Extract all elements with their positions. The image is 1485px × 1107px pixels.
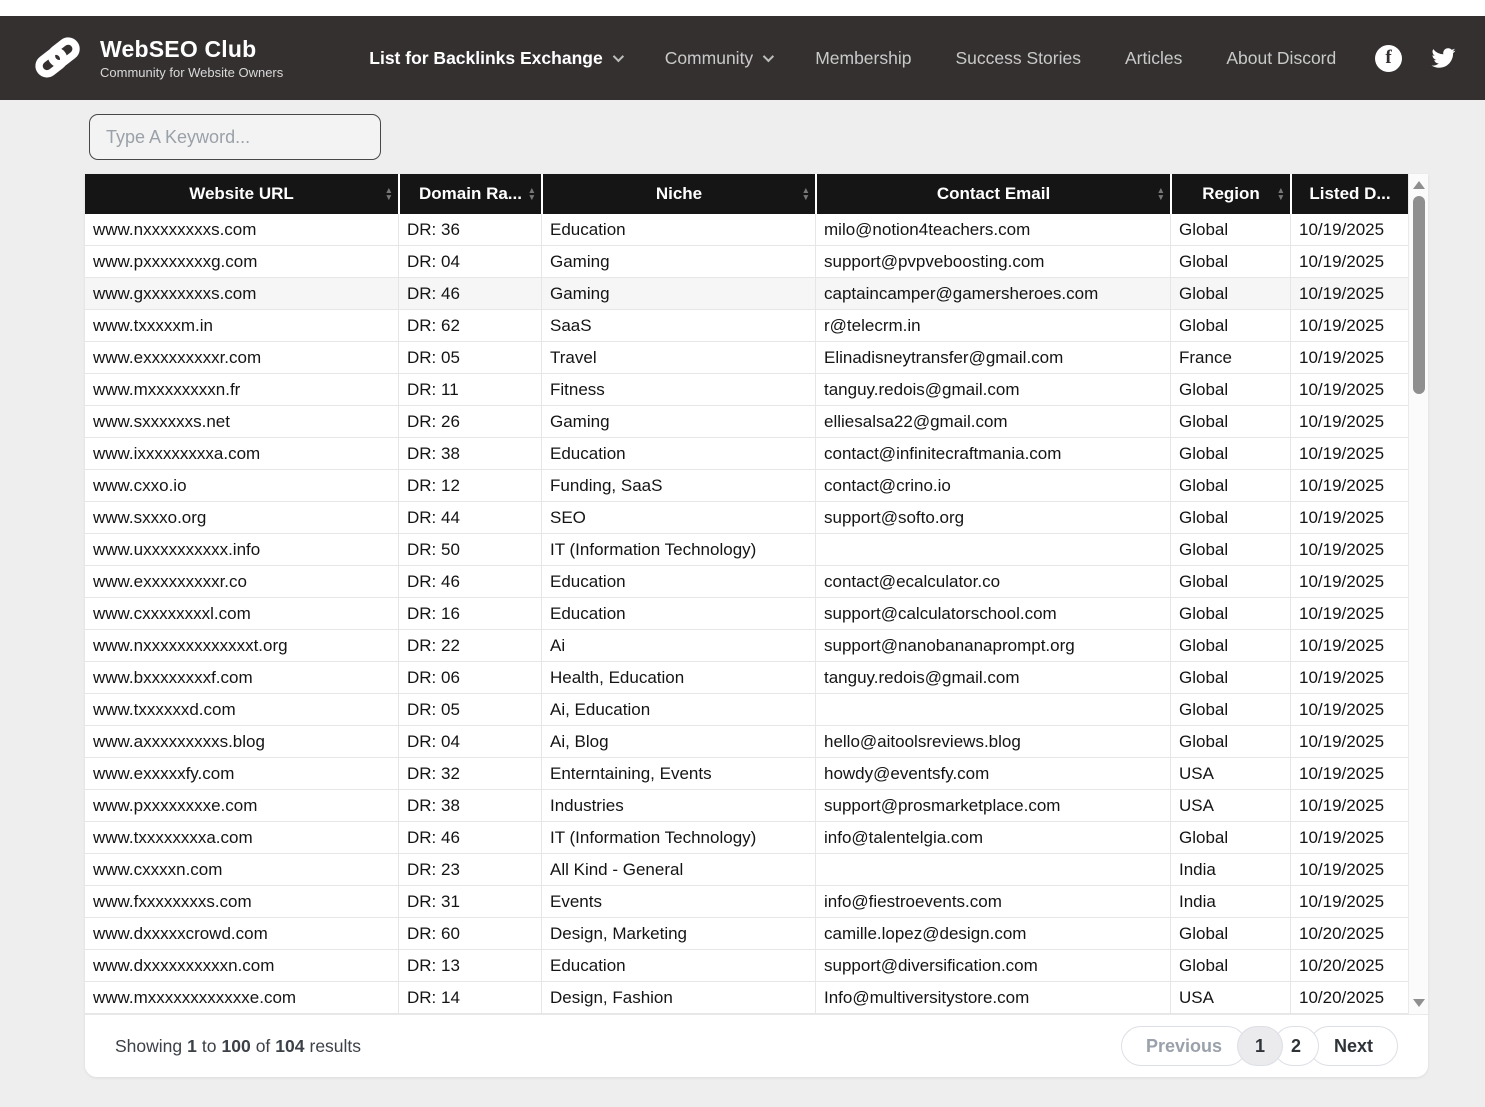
table-row[interactable]: [85, 374, 1408, 406]
cell-region: Global: [1170, 470, 1290, 501]
sort-icon[interactable]: [1277, 187, 1285, 201]
cell-listed-date: 10/20/2025: [1290, 982, 1408, 1013]
cell-website-url: www.ixxxxxxxxxa.com: [93, 443, 261, 463]
cell-contact-email: contact@ecalculator.co: [815, 566, 1170, 597]
cell-website-url: www.uxxxxxxxxxx.info: [93, 539, 261, 559]
cell-contact-email: contact@infinitecraftmania.com: [815, 438, 1170, 469]
cell-niche: SaaS: [541, 310, 815, 341]
table-row[interactable]: [85, 342, 1408, 374]
brand-text: [100, 36, 283, 80]
cell-niche: Education: [541, 566, 815, 597]
cell-website-url: www.fxxxxxxxxs.com: [93, 891, 252, 911]
brand-subtitle: Community for Website Owners: [100, 65, 284, 80]
cell-region: Global: [1170, 534, 1290, 565]
column-header-niche[interactable]: [541, 174, 815, 214]
nav-item-label: List for Backlinks Exchange: [369, 47, 603, 68]
cell-domain-rating: DR: 31: [398, 886, 541, 917]
summary-text: of: [255, 1035, 271, 1056]
table-row[interactable]: [85, 726, 1408, 758]
table-main: [85, 174, 1408, 1014]
cell-contact-email: [815, 534, 1170, 565]
cell-region: Global: [1170, 438, 1290, 469]
cell-website-url: www.axxxxxxxxxs.blog: [93, 731, 265, 751]
table-row[interactable]: [85, 214, 1408, 246]
cell-region: Global: [1170, 310, 1290, 341]
cell-niche: Industries: [541, 790, 815, 821]
cell-listed-date: 10/19/2025: [1290, 278, 1408, 309]
cell-niche: SEO: [541, 502, 815, 533]
cell-domain-rating: DR: 12: [398, 470, 541, 501]
cell-contact-email: camille.lopez@design.com: [815, 918, 1170, 949]
table-row[interactable]: [85, 278, 1408, 310]
table-row[interactable]: [85, 470, 1408, 502]
page-1-button[interactable]: 1: [1237, 1026, 1283, 1066]
sort-icon[interactable]: [385, 187, 393, 201]
nav-item-label: Membership: [815, 47, 912, 68]
cell-website-url: www.gxxxxxxxxs.com: [93, 283, 257, 303]
cell-region: Global: [1170, 694, 1290, 725]
table-row[interactable]: [85, 438, 1408, 470]
cell-domain-rating: DR: 50: [398, 534, 541, 565]
table-row[interactable]: [85, 406, 1408, 438]
sort-icon[interactable]: [802, 187, 810, 201]
cell-niche: Gaming: [541, 246, 815, 277]
cell-domain-rating: DR: 38: [398, 438, 541, 469]
sort-icon[interactable]: [528, 187, 536, 201]
cell-listed-date: 10/19/2025: [1290, 790, 1408, 821]
cell-listed-date: 10/19/2025: [1290, 246, 1408, 277]
cell-website-url: www.mxxxxxxxxxxxxe.com: [93, 987, 297, 1007]
cell-contact-email: howdy@eventsfy.com: [815, 758, 1170, 789]
summary-text: Showing: [115, 1035, 183, 1056]
cell-region: Global: [1170, 566, 1290, 597]
cell-domain-rating: DR: 62: [398, 310, 541, 341]
cell-domain-rating: DR: 05: [398, 342, 541, 373]
cell-website-url: www.nxxxxxxxxs.com: [93, 219, 257, 239]
pagination: [1121, 1026, 1398, 1066]
cell-niche: Gaming: [541, 278, 815, 309]
cell-domain-rating: DR: 22: [398, 630, 541, 661]
cell-listed-date: 10/19/2025: [1290, 470, 1408, 501]
cell-niche: Design, Fashion: [541, 982, 815, 1013]
cell-domain-rating: DR: 14: [398, 982, 541, 1013]
cell-domain-rating: DR: 36: [398, 214, 541, 245]
cell-niche: Education: [541, 598, 815, 629]
cell-contact-email: [815, 854, 1170, 885]
cell-region: USA: [1170, 790, 1290, 821]
cell-contact-email: support@softo.org: [815, 502, 1170, 533]
scrollbar-thumb[interactable]: [1413, 196, 1425, 394]
cell-region: Global: [1170, 406, 1290, 437]
table-footer: [85, 1014, 1428, 1077]
column-header-domain-rating[interactable]: [398, 174, 541, 214]
twitter-icon[interactable]: [1430, 46, 1457, 70]
table-row[interactable]: [85, 246, 1408, 278]
cell-contact-email: milo@notion4teachers.com: [815, 214, 1170, 245]
cell-niche: Health, Education: [541, 662, 815, 693]
summary-total: 104: [275, 1035, 305, 1056]
table-row[interactable]: [85, 758, 1408, 790]
cell-domain-rating: DR: 04: [398, 726, 541, 757]
cell-niche: Events: [541, 886, 815, 917]
column-header-label: Region: [1202, 184, 1260, 203]
cell-contact-email: support@pvpveboosting.com: [815, 246, 1170, 277]
cell-website-url: www.exxxxxxxxxr.co: [93, 571, 247, 591]
next-page-button[interactable]: Next: [1309, 1026, 1398, 1066]
cell-niche: All Kind - General: [541, 854, 815, 885]
cell-domain-rating: DR: 26: [398, 406, 541, 437]
summary-text: results: [309, 1035, 362, 1056]
cell-niche: IT (Information Technology): [541, 822, 815, 853]
cell-niche: Design, Marketing: [541, 918, 815, 949]
cell-contact-email: Info@multiversitystore.com: [815, 982, 1170, 1013]
cell-listed-date: 10/19/2025: [1290, 758, 1408, 789]
chevron-down-icon: [763, 51, 774, 62]
nav-items: [369, 48, 1336, 69]
cell-region: India: [1170, 886, 1290, 917]
table-row[interactable]: [85, 822, 1408, 854]
cell-contact-email: support@nanobananaprompt.org: [815, 630, 1170, 661]
cell-listed-date: 10/19/2025: [1290, 502, 1408, 533]
cell-niche: Fitness: [541, 374, 815, 405]
cell-domain-rating: DR: 38: [398, 790, 541, 821]
nav-item-label: About Discord: [1226, 47, 1337, 68]
cell-contact-email: contact@crino.io: [815, 470, 1170, 501]
cell-listed-date: 10/19/2025: [1290, 374, 1408, 405]
cell-domain-rating: DR: 32: [398, 758, 541, 789]
social-links: [1375, 45, 1457, 72]
cell-website-url: www.txxxxxxxxa.com: [93, 827, 253, 847]
cell-contact-email: r@telecrm.in: [815, 310, 1170, 341]
cell-region: Global: [1170, 598, 1290, 629]
cell-region: USA: [1170, 982, 1290, 1013]
cell-listed-date: 10/19/2025: [1290, 566, 1408, 597]
page-2-button[interactable]: 2: [1273, 1026, 1319, 1066]
table-row[interactable]: [85, 662, 1408, 694]
chain-link-icon: [28, 29, 86, 87]
column-header-contact-email[interactable]: [815, 174, 1170, 214]
chevron-down-icon: [612, 51, 623, 62]
cell-listed-date: 10/19/2025: [1290, 310, 1408, 341]
cell-niche: Education: [541, 950, 815, 981]
vertical-scrollbar[interactable]: [1408, 174, 1428, 1014]
cell-website-url: www.exxxxxfy.com: [93, 763, 235, 783]
cell-website-url: www.pxxxxxxxxe.com: [93, 795, 258, 815]
cell-niche: Enterntaining, Events: [541, 758, 815, 789]
cell-region: Global: [1170, 918, 1290, 949]
cell-region: Global: [1170, 502, 1290, 533]
cell-domain-rating: DR: 46: [398, 566, 541, 597]
table-row[interactable]: [85, 598, 1408, 630]
nav-item-label: Articles: [1124, 47, 1183, 68]
cell-listed-date: 10/19/2025: [1290, 886, 1408, 917]
cell-contact-email: tanguy.redois@gmail.com: [815, 374, 1170, 405]
cell-listed-date: 10/19/2025: [1290, 342, 1408, 373]
cell-listed-date: 10/19/2025: [1290, 534, 1408, 565]
brand[interactable]: [28, 29, 283, 87]
cell-contact-email: [815, 694, 1170, 725]
table-row[interactable]: [85, 694, 1408, 726]
cell-domain-rating: DR: 23: [398, 854, 541, 885]
nav-item-articles[interactable]: [1125, 48, 1182, 69]
backlinks-table: [85, 174, 1428, 1014]
cell-domain-rating: DR: 16: [398, 598, 541, 629]
cell-domain-rating: DR: 60: [398, 918, 541, 949]
cell-niche: Gaming: [541, 406, 815, 437]
cell-listed-date: 10/19/2025: [1290, 726, 1408, 757]
column-header-label: Listed D...: [1309, 184, 1391, 203]
cell-website-url: www.txxxxxm.in: [93, 315, 213, 335]
cell-listed-date: 10/19/2025: [1290, 822, 1408, 853]
cell-listed-date: 10/19/2025: [1290, 214, 1408, 245]
cell-website-url: www.nxxxxxxxxxxxxxt.org: [93, 635, 288, 655]
cell-contact-email: elliesalsa22@gmail.com: [815, 406, 1170, 437]
column-header-region[interactable]: [1170, 174, 1290, 214]
cell-website-url: www.dxxxxxxxxxxn.com: [93, 955, 275, 975]
search-row: [0, 100, 1485, 160]
cell-region: Global: [1170, 214, 1290, 245]
cell-listed-date: 10/19/2025: [1290, 662, 1408, 693]
cell-listed-date: 10/20/2025: [1290, 950, 1408, 981]
cell-contact-email: hello@aitoolsreviews.blog: [815, 726, 1170, 757]
scroll-up-arrow-icon[interactable]: [1413, 181, 1425, 189]
table-row[interactable]: [85, 502, 1408, 534]
cell-region: Global: [1170, 726, 1290, 757]
nav-item-label: Community: [664, 47, 754, 68]
cell-website-url: www.pxxxxxxxxg.com: [93, 251, 258, 271]
nav-item-about-discord[interactable]: [1226, 48, 1336, 69]
cell-niche: IT (Information Technology): [541, 534, 815, 565]
cell-region: Global: [1170, 374, 1290, 405]
cell-niche: Education: [541, 438, 815, 469]
cell-niche: Funding, SaaS: [541, 470, 815, 501]
cell-contact-email: Elinadisneytransfer@gmail.com: [815, 342, 1170, 373]
cell-region: Global: [1170, 630, 1290, 661]
cell-region: Global: [1170, 662, 1290, 693]
cell-contact-email: support@diversification.com: [815, 950, 1170, 981]
cell-website-url: www.txxxxxxd.com: [93, 699, 236, 719]
cell-website-url: www.cxxxxxxxxl.com: [93, 603, 251, 623]
cell-listed-date: 10/19/2025: [1290, 630, 1408, 661]
cell-website-url: www.exxxxxxxxxr.com: [93, 347, 262, 367]
cell-contact-email: info@fiestroevents.com: [815, 886, 1170, 917]
table-row[interactable]: [85, 950, 1408, 982]
cell-region: Global: [1170, 950, 1290, 981]
cell-domain-rating: DR: 13: [398, 950, 541, 981]
cell-region: Global: [1170, 246, 1290, 277]
cell-listed-date: 10/19/2025: [1290, 406, 1408, 437]
cell-domain-rating: DR: 46: [398, 278, 541, 309]
cell-region: USA: [1170, 758, 1290, 789]
column-header-website-url[interactable]: [85, 174, 398, 214]
cell-contact-email: support@calculatorschool.com: [815, 598, 1170, 629]
nav-item-label: Success Stories: [955, 47, 1081, 68]
table-row[interactable]: [85, 918, 1408, 950]
brand-title: WebSEO Club: [100, 36, 257, 62]
table-row[interactable]: [85, 790, 1408, 822]
cell-region: India: [1170, 854, 1290, 885]
cell-website-url: www.bxxxxxxxxf.com: [93, 667, 253, 687]
table-row[interactable]: [85, 886, 1408, 918]
scroll-down-arrow-icon[interactable]: [1413, 999, 1425, 1007]
cell-region: Global: [1170, 822, 1290, 853]
nav-item-success-stories[interactable]: [955, 48, 1080, 69]
cell-domain-rating: DR: 06: [398, 662, 541, 693]
summary-text: to: [201, 1035, 217, 1056]
cell-domain-rating: DR: 44: [398, 502, 541, 533]
cell-niche: Ai, Education: [541, 694, 815, 725]
table-row[interactable]: [85, 534, 1408, 566]
column-header-label: Contact Email: [936, 184, 1051, 203]
summary-to: 100: [221, 1035, 251, 1056]
cell-website-url: www.dxxxxxcrowd.com: [93, 923, 268, 943]
nav-item-membership[interactable]: [815, 48, 911, 69]
cell-listed-date: 10/19/2025: [1290, 854, 1408, 885]
cell-domain-rating: DR: 04: [398, 246, 541, 277]
navbar: [0, 16, 1485, 100]
cell-website-url: www.cxxxxn.com: [93, 859, 223, 879]
cell-listed-date: 10/19/2025: [1290, 598, 1408, 629]
cell-website-url: www.sxxxxxxs.net: [93, 411, 230, 431]
cell-region: France: [1170, 342, 1290, 373]
cell-website-url: www.sxxxo.org: [93, 507, 207, 527]
cell-niche: Travel: [541, 342, 815, 373]
nav-item-community[interactable]: [665, 48, 772, 69]
table-row[interactable]: [85, 854, 1408, 886]
cell-listed-date: 10/19/2025: [1290, 438, 1408, 469]
column-header-label: Niche: [655, 184, 703, 203]
cell-region: Global: [1170, 278, 1290, 309]
table-row[interactable]: [85, 982, 1408, 1014]
column-header-label: Website URL: [189, 184, 294, 203]
cell-niche: Ai, Blog: [541, 726, 815, 757]
top-strip: [0, 0, 1485, 16]
cell-contact-email: tanguy.redois@gmail.com: [815, 662, 1170, 693]
table-body: [85, 214, 1408, 1014]
search-input[interactable]: [89, 114, 381, 160]
cell-niche: Ai: [541, 630, 815, 661]
cell-domain-rating: DR: 46: [398, 822, 541, 853]
table-row[interactable]: [85, 566, 1408, 598]
table-header-row: [85, 174, 1408, 214]
cell-website-url: www.cxxo.io: [93, 475, 187, 495]
sort-icon[interactable]: [1157, 187, 1165, 201]
results-card: [85, 174, 1428, 1077]
cell-domain-rating: DR: 05: [398, 694, 541, 725]
results-summary: [115, 1036, 366, 1057]
cell-domain-rating: DR: 11: [398, 374, 541, 405]
cell-contact-email: info@talentelgia.com: [815, 822, 1170, 853]
nav-item-backlinks-exchange[interactable]: [369, 48, 620, 69]
table-row[interactable]: [85, 630, 1408, 662]
cell-contact-email: captaincamper@gamersheroes.com: [815, 278, 1170, 309]
cell-listed-date: 10/20/2025: [1290, 918, 1408, 949]
cell-listed-date: 10/19/2025: [1290, 694, 1408, 725]
cell-website-url: www.mxxxxxxxxn.fr: [93, 379, 241, 399]
previous-page-button[interactable]: Previous: [1121, 1026, 1247, 1066]
column-header-label: Domain Ra...: [419, 184, 522, 203]
table-row[interactable]: [85, 310, 1408, 342]
facebook-icon[interactable]: f: [1375, 45, 1402, 72]
cell-niche: Education: [541, 214, 815, 245]
cell-contact-email: support@prosmarketplace.com: [815, 790, 1170, 821]
summary-from: 1: [187, 1035, 197, 1056]
column-header-listed-date[interactable]: [1290, 174, 1408, 214]
